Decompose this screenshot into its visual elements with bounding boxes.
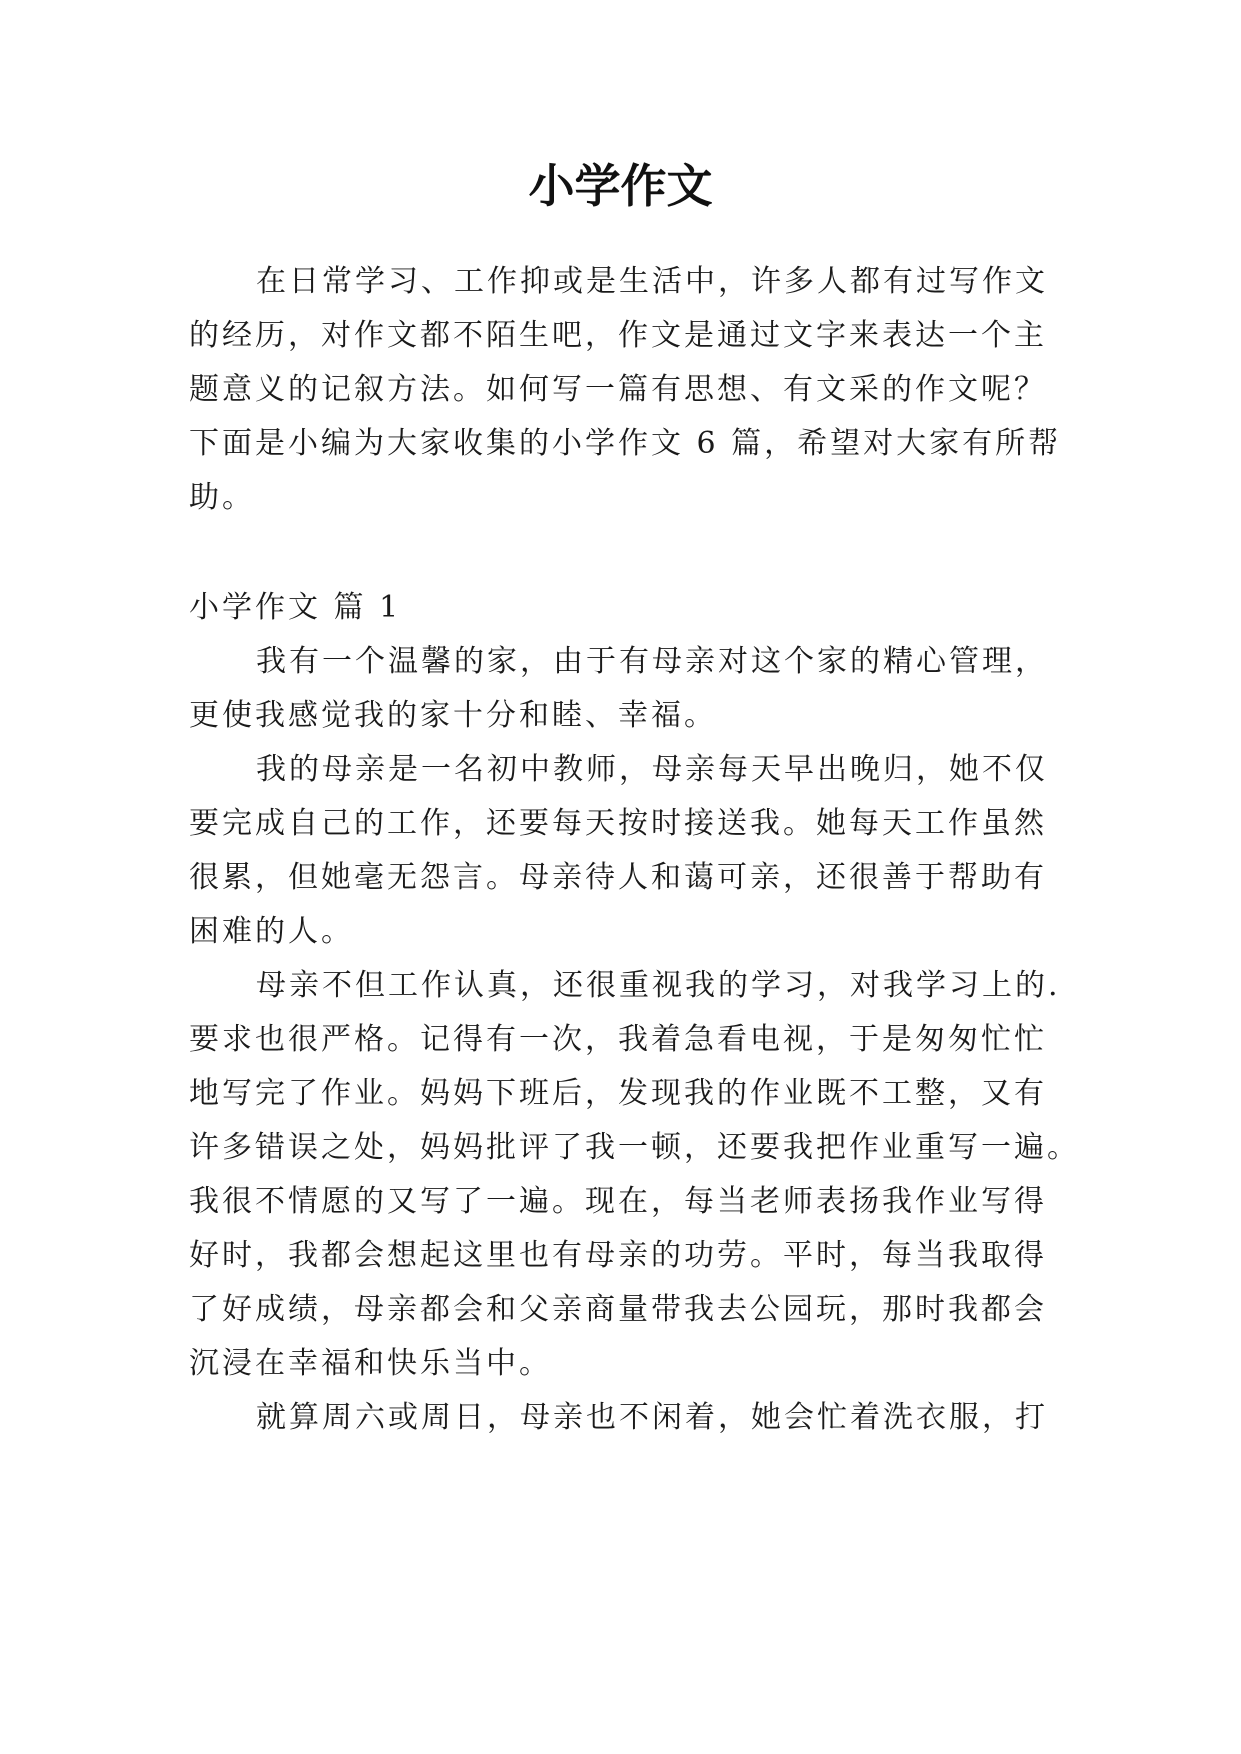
para3-line-7: 了好成绩，母亲都会和父亲商量带我去公园玩，那时我都会 (189, 1292, 1047, 1327)
para3-line-6: 好时，我都会想起这里也有母亲的功劳。平时，每当我取得 (189, 1238, 1047, 1273)
para2-line-4: 困难的人。 (189, 914, 354, 949)
para2-line-3: 很累，但她毫无怨言。母亲待人和蔼可亲，还很善于帮助有 (189, 860, 1047, 895)
para2-line-2: 要完成自己的工作，还要每天按时接送我。她每天工作虽然 (189, 806, 1047, 841)
intro-line-3: 题意义的记叙方法。如何写一篇有思想、有文采的作文呢？ (189, 372, 1047, 407)
section-heading: 小学作文 篇 1 (189, 590, 402, 625)
intro-line-4: 下面是小编为大家收集的小学作文 6 篇，希望对大家有所帮 (189, 426, 1062, 461)
para3-line-8: 沉浸在幸福和快乐当中。 (189, 1346, 552, 1381)
para4-line-1: 就算周六或周日，母亲也不闲着，她会忙着洗衣服，打 (256, 1400, 1048, 1435)
para3-line-3: 地写完了作业。妈妈下班后，发现我的作业既不工整，又有 (189, 1076, 1047, 1111)
para3-line-2: 要求也很严格。记得有一次，我着急看电视，于是匆匆忙忙 (189, 1022, 1047, 1057)
para3-line-4: 许多错误之处，妈妈批评了我一顿，还要我把作业重写一遍。 (189, 1130, 1080, 1165)
para2-line-1: 我的母亲是一名初中教师，母亲每天早出晚归，她不仅 (256, 752, 1048, 787)
intro-line-1: 在日常学习、工作抑或是生活中，许多人都有过写作文 (256, 264, 1048, 299)
para1-line-2: 更使我感觉我的家十分和睦、幸福。 (189, 698, 717, 733)
intro-line-2: 的经历，对作文都不陌生吧，作文是通过文字来表达一个主 (189, 318, 1047, 353)
intro-line-5: 助。 (189, 480, 255, 515)
page-title: 小学作文 (528, 159, 713, 213)
para3-line-5: 我很不情愿的又写了一遍。现在，每当老师表扬我作业写得 (189, 1184, 1047, 1219)
para3-line-1: 母亲不但工作认真，还很重视我的学习，对我学习上的. (256, 968, 1061, 1003)
para1-line-1: 我有一个温馨的家，由于有母亲对这个家的精心管理， (256, 644, 1048, 679)
